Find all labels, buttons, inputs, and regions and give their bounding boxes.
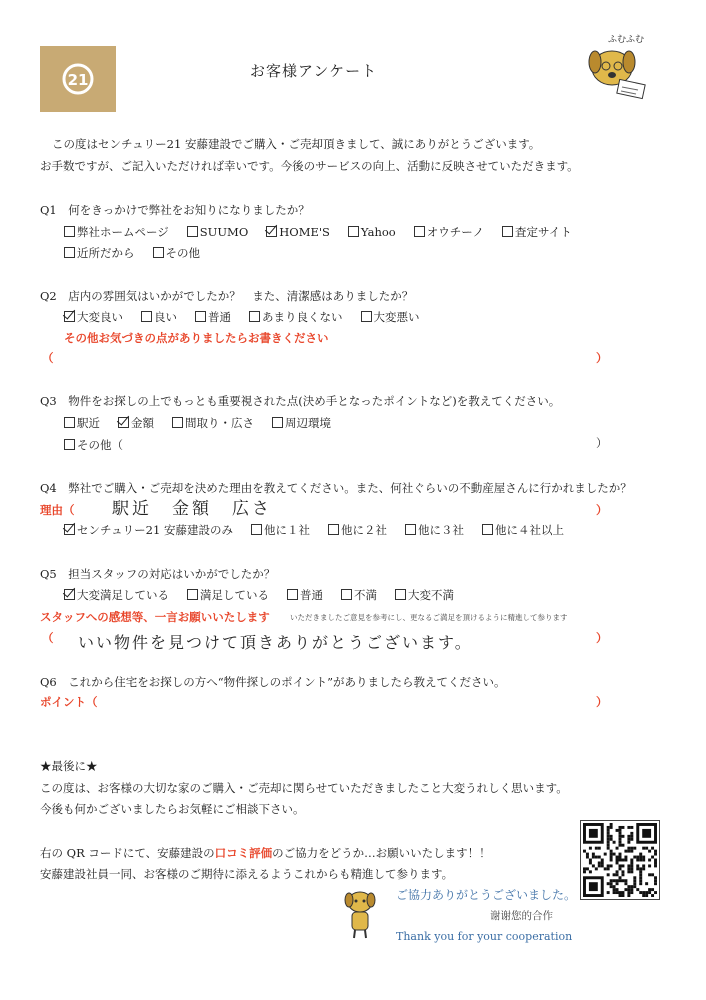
q1-checkbox[interactable] <box>153 247 164 258</box>
q1-checkbox[interactable] <box>64 247 75 258</box>
q4-option[interactable] <box>251 522 310 538</box>
q1-option-label: 弊社ホームページ <box>77 225 169 239</box>
q4-option[interactable] <box>64 522 233 538</box>
closing-heading: ★最後に★ <box>40 759 98 773</box>
q3-paren-close: ） <box>596 436 608 450</box>
q2-option[interactable] <box>249 309 343 325</box>
q1-checkbox[interactable] <box>187 226 198 237</box>
q2-number: Q2 <box>40 289 57 303</box>
q3-other-checkbox[interactable] <box>64 439 75 450</box>
q5-paren-close: ） <box>596 631 608 645</box>
q5-text: 担当スタッフの対応はいかがでしたか？ <box>68 567 276 581</box>
q5-checkbox[interactable] <box>287 589 298 600</box>
q5-option[interactable] <box>287 587 323 603</box>
q3-number: Q3 <box>40 394 57 408</box>
q3-option[interactable] <box>172 415 254 431</box>
q3-checkbox[interactable] <box>64 417 75 428</box>
q2-options <box>64 309 438 325</box>
q2-checkbox[interactable] <box>249 311 260 322</box>
q1-number: Q1 <box>40 203 57 217</box>
q1-option-label: HOME'S <box>279 225 330 239</box>
q1-checkbox[interactable] <box>502 226 513 237</box>
q2-option[interactable] <box>195 309 231 325</box>
mascot-dog-bottom <box>340 888 380 940</box>
q5-prompt: スタッフへの感想等、一言お願いいたします <box>40 610 270 624</box>
q2-paren-open: （ <box>42 351 54 365</box>
q4-option[interactable] <box>482 522 564 538</box>
intro-line-2: お手数ですが、ご記入いただければ幸いです。今後のサービスの向上、活動に反映させていただきます。 <box>40 159 579 173</box>
q2-checkbox[interactable] <box>141 311 152 322</box>
intro-line-1: この度はセンチュリー21 安藤建設でご購入・ご売却頂きまして、誠にありがとうございます。 <box>52 137 541 151</box>
q2-checkbox[interactable] <box>64 311 75 322</box>
q5-option-label: 普通 <box>300 588 323 602</box>
q2-paren-close: ） <box>596 351 608 365</box>
q1-options-row1 <box>64 224 590 240</box>
review-qr-code[interactable] <box>580 820 660 900</box>
q1-option-label: 近所だから <box>77 246 135 260</box>
qr-code-icon <box>581 821 659 899</box>
q4-options <box>64 522 582 538</box>
q6-question <box>40 674 506 690</box>
q2-option-label: 普通 <box>208 310 231 324</box>
q2-prompt: その他お気づきの点がありましたらお書きください <box>64 331 329 345</box>
q1-option-label: その他 <box>165 246 200 260</box>
q2-comment-field[interactable] <box>60 352 590 368</box>
q1-option[interactable] <box>64 224 169 240</box>
q2-question <box>40 288 413 304</box>
q5-option-label: 満足している <box>200 588 269 602</box>
q2-option[interactable] <box>141 309 177 325</box>
q4-option-label: 他に２社 <box>340 523 387 537</box>
q5-option-label: 大変満足している <box>77 588 169 602</box>
q1-option[interactable] <box>502 224 572 240</box>
q4-text: 弊社でご購入・ご売却を決めた理由を教えてください。また、何社ぐらいの不動産屋さんに行かれましたか？ <box>68 481 632 495</box>
q1-option-label: SUUMO <box>199 225 249 239</box>
closing-line-3: 安藤建設社員一同、お客様のご期待に添えるようこれからも精進して参ります。 <box>40 867 454 881</box>
thanks-zh: 谢谢您的合作 <box>490 910 553 922</box>
q3-option[interactable] <box>118 415 154 431</box>
q5-checkbox[interactable] <box>64 589 75 600</box>
q1-option[interactable] <box>348 225 396 239</box>
q5-option[interactable] <box>187 587 269 603</box>
q3-text: 物件をお探しの上でもっとも重要視された点(決め手となったポイントなど)を教えてください。 <box>68 394 561 408</box>
q2-checkbox[interactable] <box>195 311 206 322</box>
q2-checkbox[interactable] <box>361 311 372 322</box>
q1-text: 何をきっかけで弊社をお知りになりましたか？ <box>68 203 310 217</box>
dog-standing-icon <box>340 888 380 940</box>
q4-checkbox[interactable] <box>405 524 416 535</box>
q5-option-label: 不満 <box>354 588 377 602</box>
q5-paren-open: （ <box>42 631 54 645</box>
q3-other[interactable] <box>64 437 123 453</box>
q5-comment-answer[interactable]: いい物件を見つけて頂きありがとうございます。 <box>78 633 473 652</box>
q1-options-row2 <box>64 245 218 261</box>
q4-paren-close: ） <box>596 503 608 517</box>
q4-checkbox[interactable] <box>328 524 339 535</box>
q6-text: これから住宅をお探しの方へ“物件探しのポイント”がありましたら教えてください。 <box>68 675 506 689</box>
q2-option[interactable] <box>64 309 123 325</box>
q5-note: いただきましたご意見を参考にし、更なるご満足を頂けるように精進して参ります <box>290 613 568 622</box>
q5-options <box>64 587 472 603</box>
q3-checkbox[interactable] <box>272 417 283 428</box>
q2-option[interactable] <box>361 309 420 325</box>
q4-checkbox[interactable] <box>482 524 493 535</box>
mascot-dog-reading <box>580 34 660 106</box>
q3-checkbox[interactable] <box>118 417 129 428</box>
q5-option[interactable] <box>395 587 454 603</box>
q1-question <box>40 202 310 218</box>
q6-label: ポイント（ <box>40 695 98 709</box>
svg-text:21: 21 <box>67 71 89 89</box>
q4-option[interactable] <box>328 522 387 538</box>
closing-line-2: 今後も何かございましたらお気軽にご相談下さい。 <box>40 802 305 816</box>
q5-checkbox[interactable] <box>341 589 352 600</box>
q3-option-label: 間取り・広さ <box>185 416 254 430</box>
closing-line-1: この度は、お客様の大切な家のご購入・ご売却に関らせていただきましたこと大変うれしく思います。 <box>40 781 568 795</box>
q5-checkbox[interactable] <box>187 589 198 600</box>
q1-option[interactable] <box>187 225 248 239</box>
q1-option[interactable] <box>266 225 330 239</box>
q5-option-label: 大変不満 <box>408 588 454 602</box>
q4-reason-answer[interactable]: 駅近 金額 広さ <box>112 499 272 519</box>
q2-option-label: 大変悪い <box>373 310 420 324</box>
century21-logo <box>40 46 116 112</box>
q5-option[interactable] <box>64 587 169 603</box>
closing-qr-line: 右の QR コードにて、安藤建設の口コミ評価のご協力をどうか…お願いいたします！！ <box>40 846 491 860</box>
q4-option-label: 他に３社 <box>417 523 464 537</box>
q1-option-label: 査定サイト <box>515 225 572 239</box>
q3-option-label: 金額 <box>131 416 154 430</box>
q1-option[interactable] <box>414 224 484 240</box>
q5-question <box>40 566 275 582</box>
q3-option-label: 駅近 <box>77 416 100 430</box>
thanks-en: Thank you for your cooperation <box>396 930 573 943</box>
q1-checkbox[interactable] <box>266 226 277 237</box>
q4-reason-label: 理由（ <box>40 503 75 517</box>
q1-checkbox[interactable] <box>414 226 425 237</box>
q1-checkbox[interactable] <box>348 226 359 237</box>
page-title: お客様アンケート <box>250 62 378 80</box>
q5-option[interactable] <box>341 587 377 603</box>
q2-text: 店内の雰囲気はいかがでしたか？ また、清潔感はありましたか？ <box>68 289 414 303</box>
q4-number: Q4 <box>40 481 57 495</box>
q4-option-label: 他に１社 <box>263 523 310 537</box>
logo-mark-icon <box>40 46 116 112</box>
q3-option-label: 周辺環境 <box>285 416 331 430</box>
q3-other-label: その他（ <box>77 438 123 452</box>
q6-point-field[interactable] <box>110 694 590 710</box>
q4-checkbox[interactable] <box>251 524 262 535</box>
q1-option[interactable] <box>64 245 135 261</box>
q2-option-label: 大変良い <box>77 310 123 324</box>
q4-option-label: センチュリー21 安藤建設のみ <box>77 523 233 537</box>
q1-option[interactable] <box>153 245 201 261</box>
thanks-jp: ご協力ありがとうございました。 <box>396 888 577 902</box>
q3-question <box>40 393 560 409</box>
q4-checkbox[interactable] <box>64 524 75 535</box>
q4-option[interactable] <box>405 522 464 538</box>
q5-number: Q5 <box>40 567 57 581</box>
q5-checkbox[interactable] <box>395 589 406 600</box>
mascot-caption: ふむふむ <box>608 35 645 45</box>
review-highlight: 口コミ評価 <box>214 846 273 860</box>
q3-checkbox[interactable] <box>172 417 183 428</box>
q6-number: Q6 <box>40 675 57 689</box>
q3-options <box>64 415 349 431</box>
q4-option-label: 他に４社以上 <box>494 523 564 537</box>
q3-option[interactable] <box>64 415 100 431</box>
q1-option-label: Yahoo <box>360 225 396 239</box>
q3-option[interactable] <box>272 415 331 431</box>
q1-option-label: オウチーノ <box>426 225 485 239</box>
q2-option-label: あまり良くない <box>262 310 343 324</box>
q6-paren-close: ） <box>596 695 608 709</box>
q2-option-label: 良い <box>154 310 177 324</box>
q1-checkbox[interactable] <box>64 226 75 237</box>
